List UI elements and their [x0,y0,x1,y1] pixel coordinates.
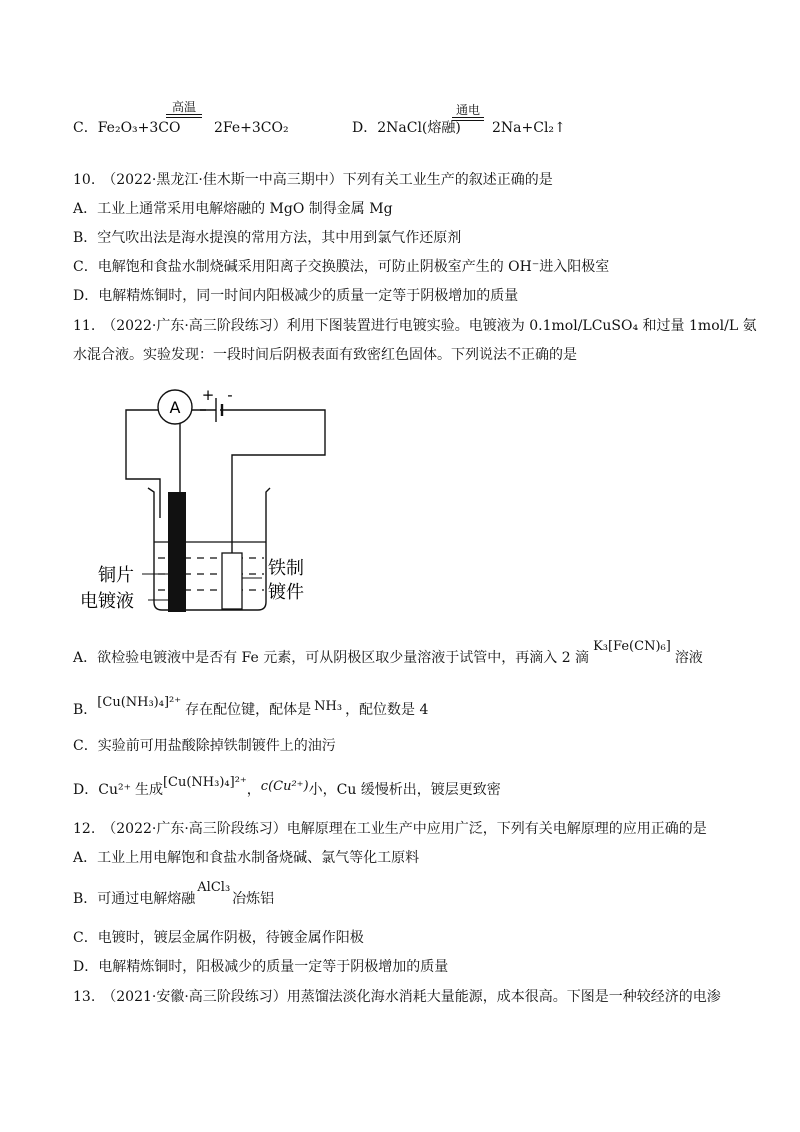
option-text: 小，Cu 缓慢析出，镀层更致密 [308,782,501,798]
option-text: B．可通过电解熔融 [73,891,196,907]
q11-option-a [73,639,703,669]
q12-option-b [73,880,275,910]
equals-bar [452,117,484,121]
q10-option-a: A．工业上通常采用电解熔融的 MgO 制得金属 Mg [73,201,393,217]
equals-bar [166,114,202,118]
q12-stem: 12. （2022·广东·高三阶段练习）电解原理在工业生产中应用广泛，下列有关电解原理的应用正确的是 [73,821,707,837]
label-plating-solution: 电镀液 [80,591,134,612]
option-text: ，配位数是 4 [345,702,429,718]
q11-option-b [73,695,429,721]
battery-plus: + [201,386,215,404]
chem-formula: [Cu(NH₃)₄]²⁺ [97,695,182,710]
q9-c-condition [166,100,202,118]
option-text: ， [246,782,261,798]
q9-d-right: 2Na+Cl₂↑ [492,120,566,136]
option-text: 存在配位键，配体是 [185,702,312,718]
label-copper-plate: 铜片 [98,565,134,586]
option-label: D． [352,120,378,136]
option-text: D． [73,782,99,798]
option-text: 冶炼铝 [232,891,275,907]
q9-option-d [352,118,461,138]
q11-stem-line2: 水混合液。实验发现：一段时间后阴极表面有致密红色固体。下列说法不正确的是 [73,347,577,363]
q10-option-c: C．电解饱和食盐水制烧碱采用阳离子交换膜法，可防止阴极室产生的 OH⁻进入阳极室 [73,259,610,275]
equation-left: Fe₂O₃+3CO [97,120,181,136]
q10-option-d: D．电解精炼铜时，同一时间内阳极减少的质量一定等于阴极增加的质量 [73,288,519,304]
q9-option-c [73,118,180,138]
chem-formula: c(Cu²⁺) [260,779,309,794]
condition-text: 通电 [455,103,480,117]
q10-stem: 10. （2022·黑龙江·佳木斯一中高三期中）下列有关工业生产的叙述正确的是 [73,172,553,188]
q12-option-a: A．工业上用电解饱和食盐水制备烧碱、氯气等化工原料 [73,850,420,866]
condition-text: 高温 [171,100,196,114]
chem-formula: Cu²⁺ [98,782,131,798]
q11-option-d [73,775,501,801]
q11-stem-line1: 11. （2022·广东·高三阶段练习）利用下图装置进行电镀实验。电镀液为 0.1mol/LCuSO₄ 和过量 1mol/L 氨 [73,318,757,334]
label-iron-line1: 铁制 [268,558,304,579]
option-text: 溶液 [674,650,703,666]
iron-workpiece [222,553,242,609]
q13-stem: 13. （2021·安徽·高三阶段练习）用蒸馏法淡化海水消耗大量能源，成本很高。下图是一种较经济的电渗 [73,989,721,1005]
equation-left: 2NaCl(熔融) [377,120,461,136]
option-label: C． [73,120,98,136]
ammeter-label: A [169,398,181,417]
q10-option-b: B．空气吹出法是海水提溴的常用方法，其中用到氯气作还原剂 [73,230,462,246]
q12-option-c: C．电镀时，镀层金属作阴极，待镀金属作阳极 [73,930,364,946]
beaker [148,488,270,610]
chem-formula: NH₃ [314,699,343,714]
q12-option-d: D．电解精炼铜时，阳极减少的质量一定等于阴极增加的质量 [73,959,449,975]
q11-option-c: C．实验前可用盐酸除掉铁制镀件上的油污 [73,738,336,754]
battery-minus: - [227,386,233,404]
option-text: B． [73,702,98,718]
copper-electrode [168,492,186,612]
label-iron-line2: 镀件 [268,582,304,603]
electroplating-apparatus [70,378,350,618]
chem-formula: [Cu(NH₃)₄]²⁺ [162,775,247,790]
option-text: 生成 [134,782,163,798]
option-text: A．欲检验电镀液中是否有 Fe 元素，可从阴极区取少量溶液于试管中，再滴入 2 滴 [73,650,590,666]
q9-c-right: 2Fe+3CO₂ [214,120,289,136]
q9-d-condition [452,103,484,121]
wire [200,410,325,556]
chem-formula: K₃[Fe(CN)₆] [593,639,671,654]
chem-formula: AlCl₃ [197,880,231,895]
